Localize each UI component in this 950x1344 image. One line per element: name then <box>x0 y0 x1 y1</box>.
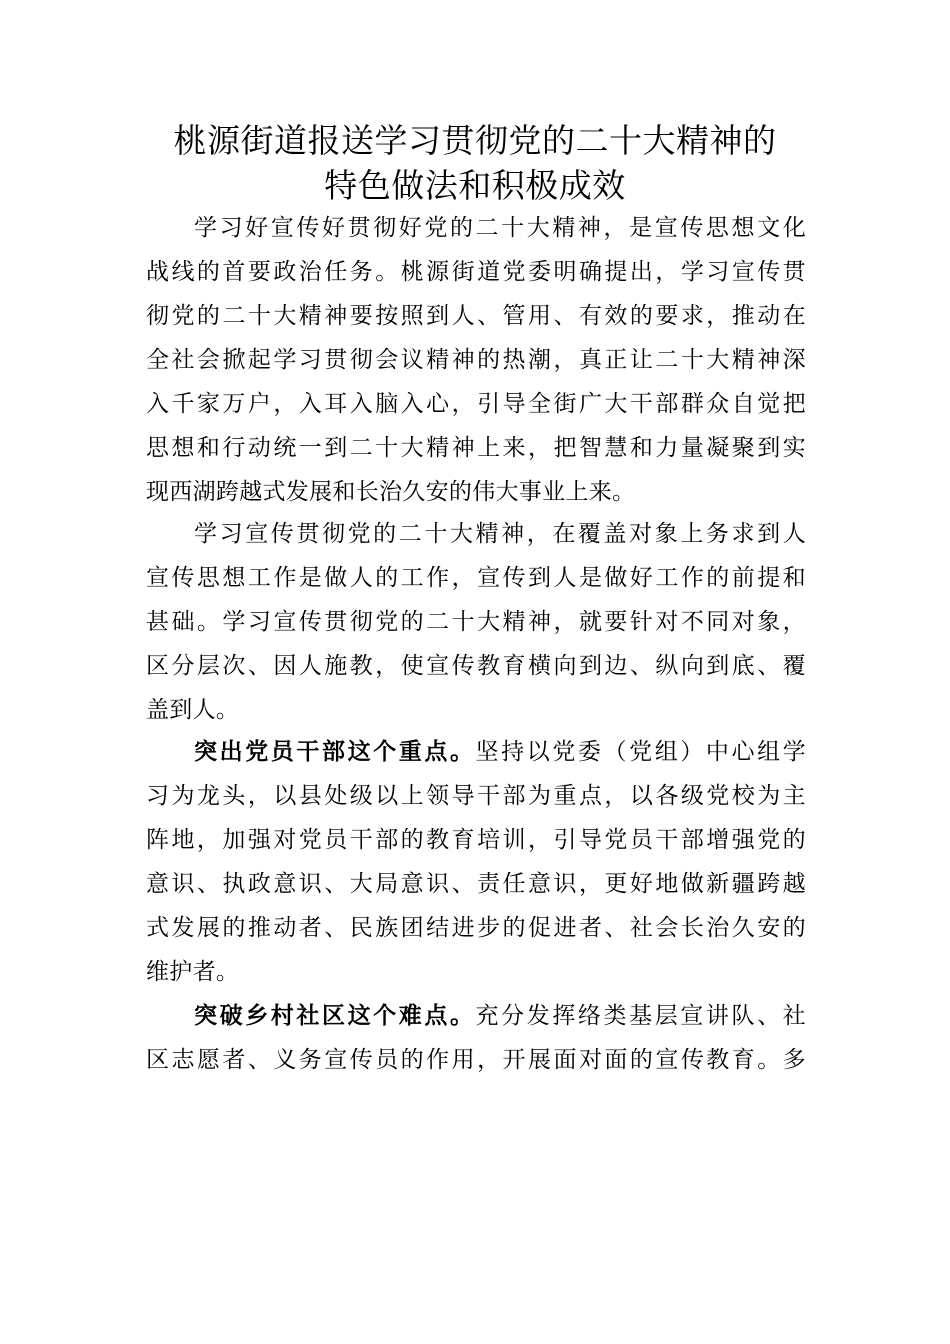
paragraph-2 <box>146 512 806 732</box>
paragraph-line: 区志愿者、义务宣传员的作用，开展面对面的宣传教育。多 <box>146 1047 806 1073</box>
paragraph-line: 彻党的二十大精神要按照到人、管用、有效的要求，推动在 <box>146 303 806 329</box>
paragraph-line: 盖到人。 <box>146 697 240 723</box>
paragraph-line: 入千家万户，入耳入脑入心，引导全街广大干部群众自觉把 <box>146 391 806 417</box>
paragraph-line <box>146 730 806 774</box>
paragraph-line: 思想和行动统一到二十大精神上来，把智慧和力量凝聚到实 <box>146 435 806 461</box>
paragraph-line: 学习好宣传好贯彻好党的二十大精神，是宣传思想文化 <box>194 215 806 241</box>
document-title-line-1: 桃源街道报送学习贯彻党的二十大精神的 <box>173 121 777 160</box>
paragraph-line: 意识、执政意识、大局意识、责任意识，更好地做新疆跨越 <box>146 871 806 897</box>
paragraph-line <box>146 994 806 1038</box>
paragraph-line: 现西湖跨越式发展和长治久安的伟大事业上来。 <box>146 479 636 505</box>
paragraph-line: 维护者。 <box>146 959 240 985</box>
paragraph-line: 区分层次、因人施教，使宣传教育横向到边、纵向到底、覆 <box>146 653 806 679</box>
paragraph-lead-heading: 突出党员干部这个重点。 <box>194 738 476 765</box>
paragraph-3 <box>146 730 806 994</box>
document-title-line-2: 特色做法和积极成效 <box>324 166 626 205</box>
paragraph-lead-heading: 突破乡村社区这个难点。 <box>194 1002 476 1029</box>
paragraph-lead-rest: 坚持以党委（党组）中心组学 <box>475 739 806 765</box>
paragraph-line: 习为龙头，以县处级以上领导干部为重点，以各级党校为主 <box>146 783 806 809</box>
paragraph-line: 学习宣传贯彻党的二十大精神，在覆盖对象上务求到人 <box>194 521 806 547</box>
paragraph-4 <box>146 994 806 1082</box>
paragraph-line: 宣传思想工作是做人的工作，宣传到人是做好工作的前提和 <box>146 565 806 591</box>
paragraph-line: 阵地，加强对党员干部的教育培训，引导党员干部增强党的 <box>146 827 806 853</box>
paragraph-line: 式发展的推动者、民族团结进步的促进者、社会长治久安的 <box>146 915 806 941</box>
paragraph-line: 全社会掀起学习贯彻会议精神的热潮，真正让二十大精神深 <box>146 347 806 373</box>
paragraph-lead-rest: 充分发挥络类基层宣讲队、社 <box>475 1003 806 1029</box>
paragraph-line: 甚础。学习宣传贯彻党的二十大精神，就要针对不同对象， <box>146 609 806 635</box>
paragraph-1 <box>146 206 806 514</box>
paragraph-line: 战线的首要政治任务。桃源街道党委明确提出，学习宣传贯 <box>146 259 806 285</box>
